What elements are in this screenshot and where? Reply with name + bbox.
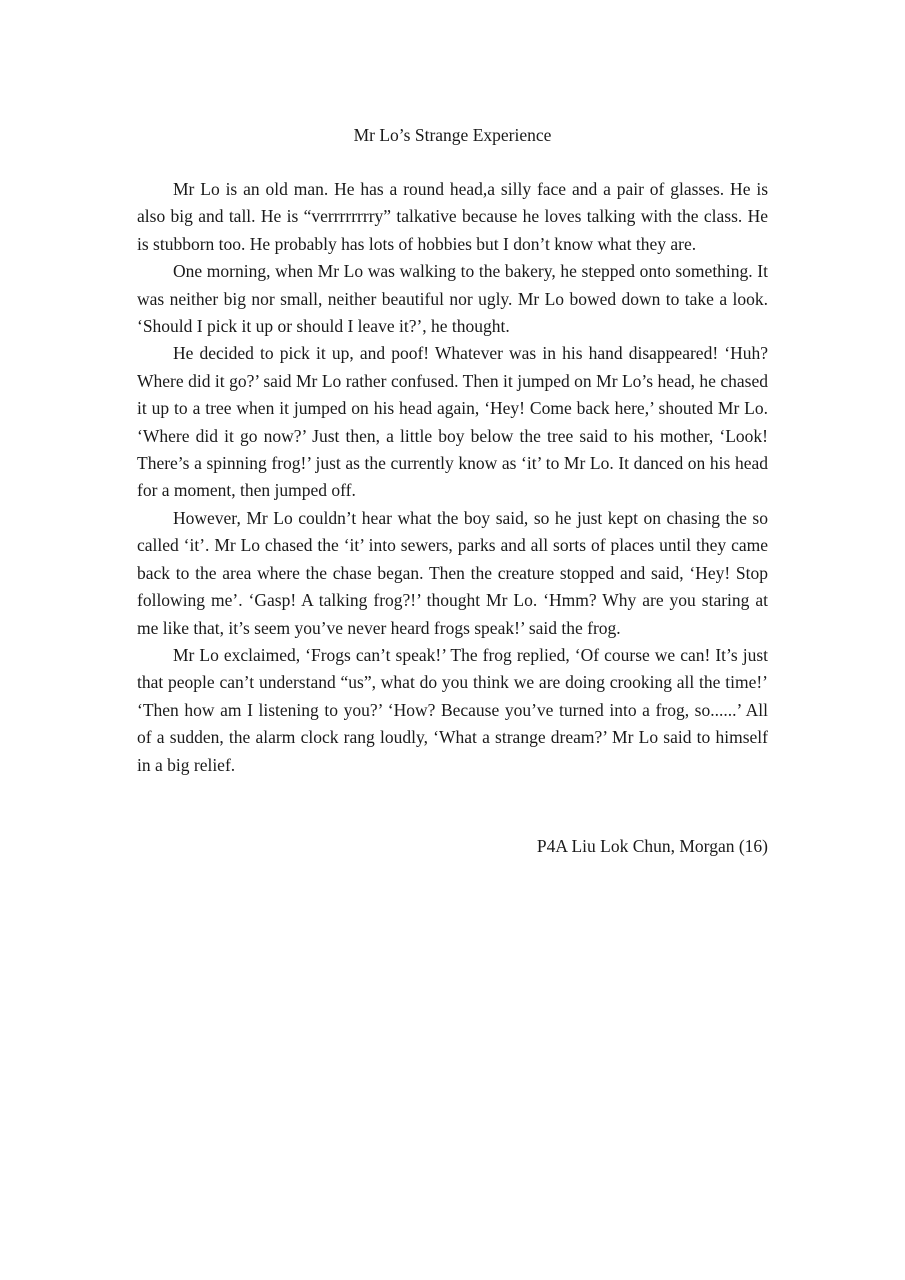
page-title: Mr Lo’s Strange Experience — [353, 125, 552, 145]
paragraph: Mr Lo exclaimed, ‘Frogs can’t speak!’ The frog replied, ‘Of course we can! It’s just that people can’t understand “us”, what do you think we are doing crooking all the time!’ ‘Then how am I listening to you?’ ‘How? Because you’ve turned into a frog, so......’ All of a sudden, the alarm clock rang loudly, ‘What a strange dream?’ Mr Lo said to himself in a big relief. — [137, 644, 768, 775]
paragraph: He decided to pick it up, and poof! Whatever was in his hand disappeared! ‘Huh? Where did it go?’ said Mr Lo rather confused. Then it jumped on Mr Lo’s head, he chased it up to a tree when it jumped on his head again, ‘Hey! Come back here,’ shouted Mr Lo. ‘Where did it go now?’ Just then, a little boy below the tree said to his mother, ‘Look! There’s a spinning frog!’ just as the currently know as ‘it’ to Mr Lo. It danced on his head for a moment, then jumped off. — [137, 343, 768, 501]
paragraph: However, Mr Lo couldn’t hear what the boy said, so he just kept on chasing the so called ‘it’. Mr Lo chased the ‘it’ into sewers, parks and all sorts of places until they came back to the area where the chase began. Then the creature stopped and said, ‘Hey! Stop following me’. ‘Gasp! A talking frog?!’ thought Mr Lo. ‘Hmm? Why are you staring at me like that, it’s seem you’ve never heard frogs speak!’ said the frog. — [137, 507, 768, 638]
paragraph: One morning, when Mr Lo was walking to the bakery, he stepped onto something. It was neither big nor small, neither beautiful nor ugly. Mr Lo bowed down to take a look. ‘Should I pick it up or should I leave it?’, he thought. — [137, 261, 768, 337]
paragraph: Mr Lo is an old man. He has a round head,a silly face and a pair of glasses. He is also big and tall. He is “verrrrrrrry” talkative because he loves talking with the class. He is stubborn too. He probably has lots of hobbies but I don’t know what they are. — [137, 179, 768, 254]
author-signature: P4A Liu Lok Chun, Morgan (16) — [536, 836, 768, 856]
story-body — [137, 176, 768, 779]
